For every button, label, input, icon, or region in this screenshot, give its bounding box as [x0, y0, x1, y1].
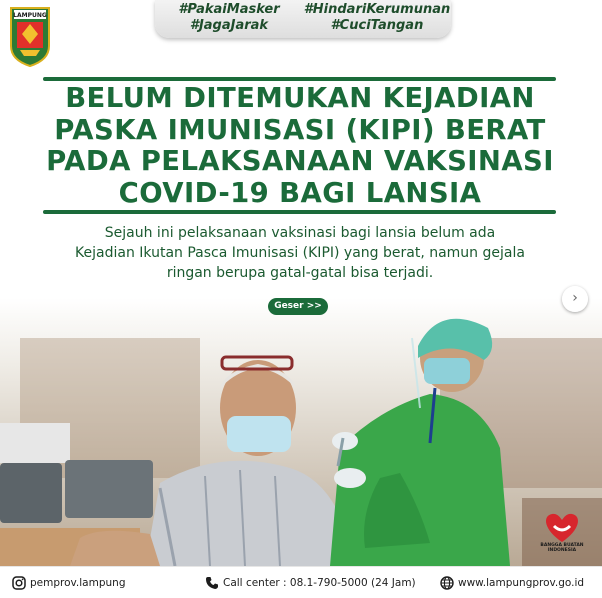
hashtag-hindari-kerumunan[interactable]: #HindariKerumunan [303, 2, 451, 17]
footer-website[interactable] [440, 576, 584, 592]
headline-bottom-rule [43, 210, 556, 214]
heart-hands-icon [538, 508, 586, 544]
globe-icon [440, 576, 454, 590]
headline-line: COVID-19 BAGI LANSIA [118, 176, 482, 209]
body-text [20, 223, 580, 283]
badge-text: BANGGA BUATAN INDONESIA [540, 543, 584, 553]
hashtag-banner [155, 0, 451, 38]
footer-bar [0, 566, 602, 598]
hashtag-pakai-masker[interactable]: #PakaiMasker [178, 2, 280, 17]
hashtag-jaga-jarak[interactable]: #JagaJarak [189, 18, 269, 33]
footer-instagram[interactable] [12, 576, 125, 592]
instagram-icon [12, 576, 26, 590]
headline-top-rule [43, 77, 556, 81]
headline-line: PADA PELAKSANAAN VAKSINASI [46, 145, 554, 177]
body-text-line: ringan berupa gatal-gatal bisa terjadi. [166, 265, 434, 281]
instagram-handle: pemprov.lampung [30, 577, 126, 589]
body-text-line: Sejauh ini pelaksanaan vaksinasi bagi lansia belum ada [104, 225, 496, 241]
lampung-logo [8, 6, 52, 68]
hashtag-cuci-tangan[interactable]: #CuciTangan [330, 18, 424, 33]
call-center-text: Call center : 08.1-790-5000 (24 Jam) [223, 577, 416, 589]
headline [20, 83, 580, 209]
headline-line: PASKA IMUNISASI (KIPI) BERAT [54, 113, 546, 146]
top-bar [0, 0, 602, 68]
bangga-buatan-indonesia-badge [538, 508, 586, 556]
carousel-next-button[interactable]: › [562, 286, 588, 312]
vaccination-photo [0, 298, 602, 566]
phone-icon [205, 576, 219, 590]
geser-swipe-label: Geser >> [268, 298, 328, 315]
website-url: www.lampungprov.go.id [458, 577, 585, 589]
body-text-line: Kejadian Ikutan Pasca Imunisasi (KIPI) yang berat, namun gejala [75, 245, 525, 261]
svg-text:LAMPUNG: LAMPUNG [13, 12, 47, 19]
footer-call-center[interactable] [205, 576, 416, 592]
headline-line: BELUM DITEMUKAN KEJADIAN [65, 82, 535, 114]
